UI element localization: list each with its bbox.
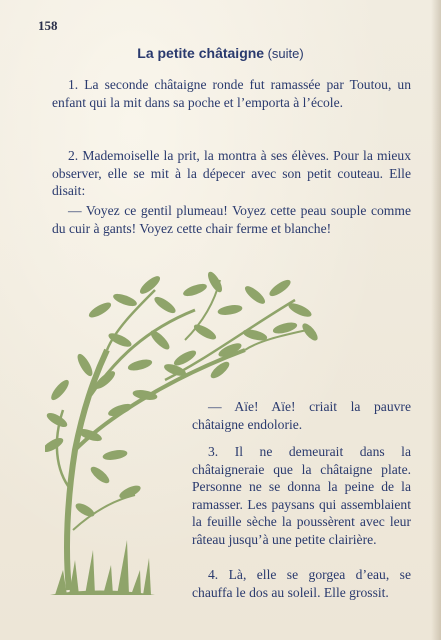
paragraph-2: 2. Mademoiselle la prit, la montra à ses élèves. Pour la mieux observer, elle se mit à la dépecer avec son petit couteau. Elle disait: (52, 148, 411, 198)
page-title (0, 45, 441, 63)
paragraph-4: 4. Là, elle se gorgea d’eau, se chauffa le dos au soleil. Elle grossit. (192, 567, 411, 600)
paragraph-1: 1. La seconde châtaigne ronde fut ramassée par Toutou, un enfant qui la mit dans sa poche et l’emporta à l’école. (52, 77, 411, 110)
title-main: La petite châtaigne (137, 45, 265, 61)
paragraph-3: 3. Il ne demeurait dans la châtaigneraie que la châtaigne plate. Personne ne se donna la peine de la ramasser. Les paysans qui assemblaient la feuille sèche la poussèrent avec leur râteau jusqu’à une petite clairière. (192, 444, 411, 547)
paragraph-dialogue-2: — Aïe! Aïe! criait la pauvre châtaigne endolorie. (192, 399, 411, 432)
page-fold-shadow (431, 0, 441, 640)
page-number: 158 (38, 18, 58, 33)
chestnut-tree-illustration (45, 270, 325, 600)
paragraph-dialogue-1: — Voyez ce gentil plumeau! Voyez cette peau souple comme du cuir à gants! Voyez cette chair ferme et blanche! (52, 203, 411, 236)
title-sub: (suite) (267, 46, 304, 61)
